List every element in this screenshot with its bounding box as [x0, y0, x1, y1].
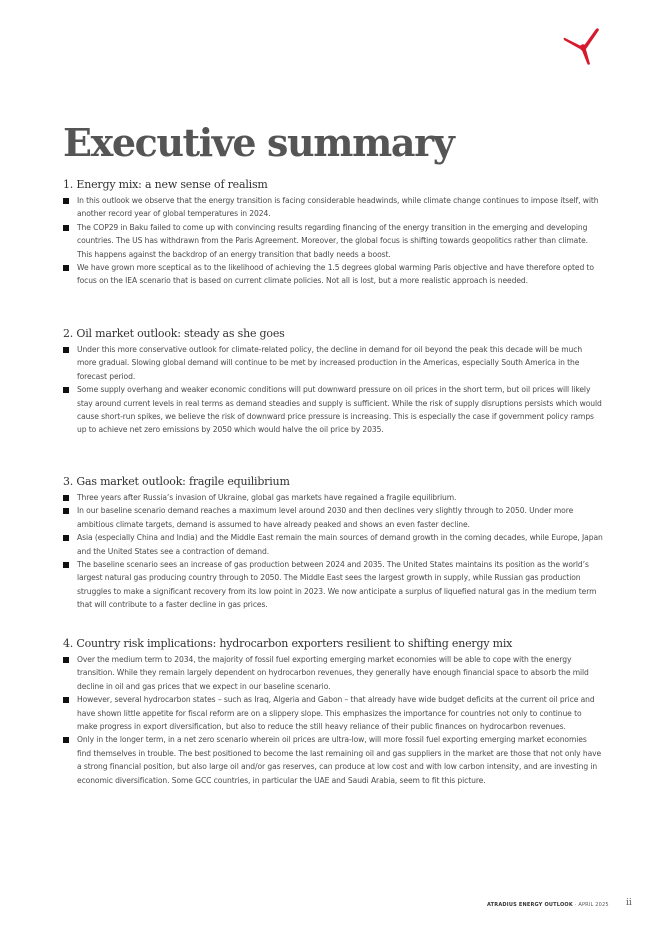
list-item: In this outlook we observe that the energy transition is facing considerable headwinds, while climate change continues to impose itself, with another record year of global temperatures in 2024. — [63, 194, 603, 221]
footer — [487, 902, 609, 908]
section-heading: 2. Oil market outlook: steady as she goes — [63, 327, 285, 340]
list-item: We have grown more sceptical as to the likelihood of achieving the 1.5 degrees global warming Paris objective and have therefore opted to focus on the IEA scenario that is based on current climate policies. Not all is lost, but a more realistic approach is needed. — [63, 261, 603, 288]
section-heading: 3. Gas market outlook: fragile equilibrium — [63, 475, 290, 488]
bullet-icon — [63, 225, 69, 231]
bullet-icon — [63, 508, 69, 514]
section-energy-mix — [63, 178, 603, 288]
section-gas-market — [63, 475, 603, 612]
bullet-icon — [63, 737, 69, 743]
bullet-icon — [63, 657, 69, 663]
bullet-icon — [63, 387, 69, 393]
bullet-icon — [63, 535, 69, 541]
list-item: The COP29 in Baku failed to come up with convincing results regarding financing of the energy transition in the emerging and developing countries. The US has withdrawn from the Paris Agreement. Moreover, the global focus is shifting towards geopolitics rather than climate. This happens against the backdrop of an energy transition that badly needs a boost. — [63, 221, 603, 261]
atradius-logo-icon — [562, 27, 602, 67]
list-item: Some supply overhang and weaker economic conditions will put downward pressure on oil prices in the short term, but oil prices will likely stay around current levels in real terms as demand steadies and supply is sufficient. While the risk of supply disruptions persists which would cause short-run spikes, we believe the risk of downward price pressure is increasing. This is especially the case if government policy ramps up to achieve net zero emissions by 2050 which would halve the oil price by 2035. — [63, 383, 603, 437]
list-item: The baseline scenario sees an increase of gas production between 2024 and 2035. The United States maintains its position as the world’s largest natural gas producing country through to 2050. The Middle East sees the largest growth in supply, while Russian gas production struggles to make a significant recovery from its low point in 2023. We now anticipate a surplus of liquefied natural gas in the medium term that will contribute to a faster decline in gas prices. — [63, 558, 603, 612]
list-item: Three years after Russia’s invasion of Ukraine, global gas markets have regained a fragile equilibrium. — [63, 491, 603, 504]
bullet-list — [63, 491, 603, 612]
section-heading: 1. Energy mix: a new sense of realism — [63, 178, 268, 191]
footer-brand: ATRADIUS ENERGY OUTLOOK — [487, 902, 573, 908]
list-item: Under this more conservative outlook for climate-related policy, the decline in demand for oil beyond the peak this decade will be much more gradual. Slowing global demand will continue to be met by increased production in the Americas, especially South America in the forecast period. — [63, 343, 603, 383]
section-heading: 4. Country risk implications: hydrocarbon exporters resilient to shifting energy mix — [63, 637, 513, 650]
bullet-list — [63, 653, 603, 787]
page-title: Executive summary — [63, 120, 454, 165]
bullet-icon — [63, 198, 69, 204]
bullet-icon — [63, 562, 69, 568]
footer-date: APRIL 2025 — [578, 902, 609, 908]
list-item: Over the medium term to 2034, the majority of fossil fuel exporting emerging market economies will be able to cope with the energy transition. While they remain largely dependent on hydrocarbon revenues, they generally have enough financial space to absorb the mild decline in oil and gas prices that we expect in our baseline scenario. — [63, 653, 603, 693]
bullet-icon — [63, 347, 69, 353]
list-item: In our baseline scenario demand reaches a maximum level around 2030 and then declines very slightly through to 2050. Under more ambitious climate targets, demand is assumed to have already peaked and shows an even faster decline. — [63, 504, 603, 531]
bullet-icon — [63, 265, 69, 271]
bullet-list — [63, 194, 603, 288]
list-item: However, several hydrocarbon states – such as Iraq, Algeria and Gabon – that already have wide budget deficits at the current oil price and have shown little appetite for fiscal reform are on a slippery slope. This emphasizes the importance for countries not only to continue to make progress in export diversification, but also to reduce the still heavy reliance of their public finances on hydrocarbon revenues. — [63, 693, 603, 733]
section-oil-market — [63, 327, 603, 437]
bullet-list — [63, 343, 603, 437]
section-country-risk — [63, 637, 603, 787]
page-number: ii — [626, 898, 632, 908]
bullet-icon — [63, 495, 69, 501]
list-item: Asia (especially China and India) and the Middle East remain the main sources of demand growth in the coming decades, while Europe, Japan and the United States see a contraction of demand. — [63, 531, 603, 558]
list-item: Only in the longer term, in a net zero scenario wherein oil prices are ultra-low, will more fossil fuel exporting emerging market economies find themselves in trouble. The best positioned to become the last remaining oil and gas suppliers in the market are those that not only have a strong financial position, but also large oil and/or gas reserves, can produce at low cost and with low carbon intensity, and are investing in economic diversification. Some GCC countries, in particular the UAE and Saudi Arabia, seem to fit this picture. — [63, 733, 603, 787]
footer-separator: · — [572, 902, 579, 908]
bullet-icon — [63, 697, 69, 703]
